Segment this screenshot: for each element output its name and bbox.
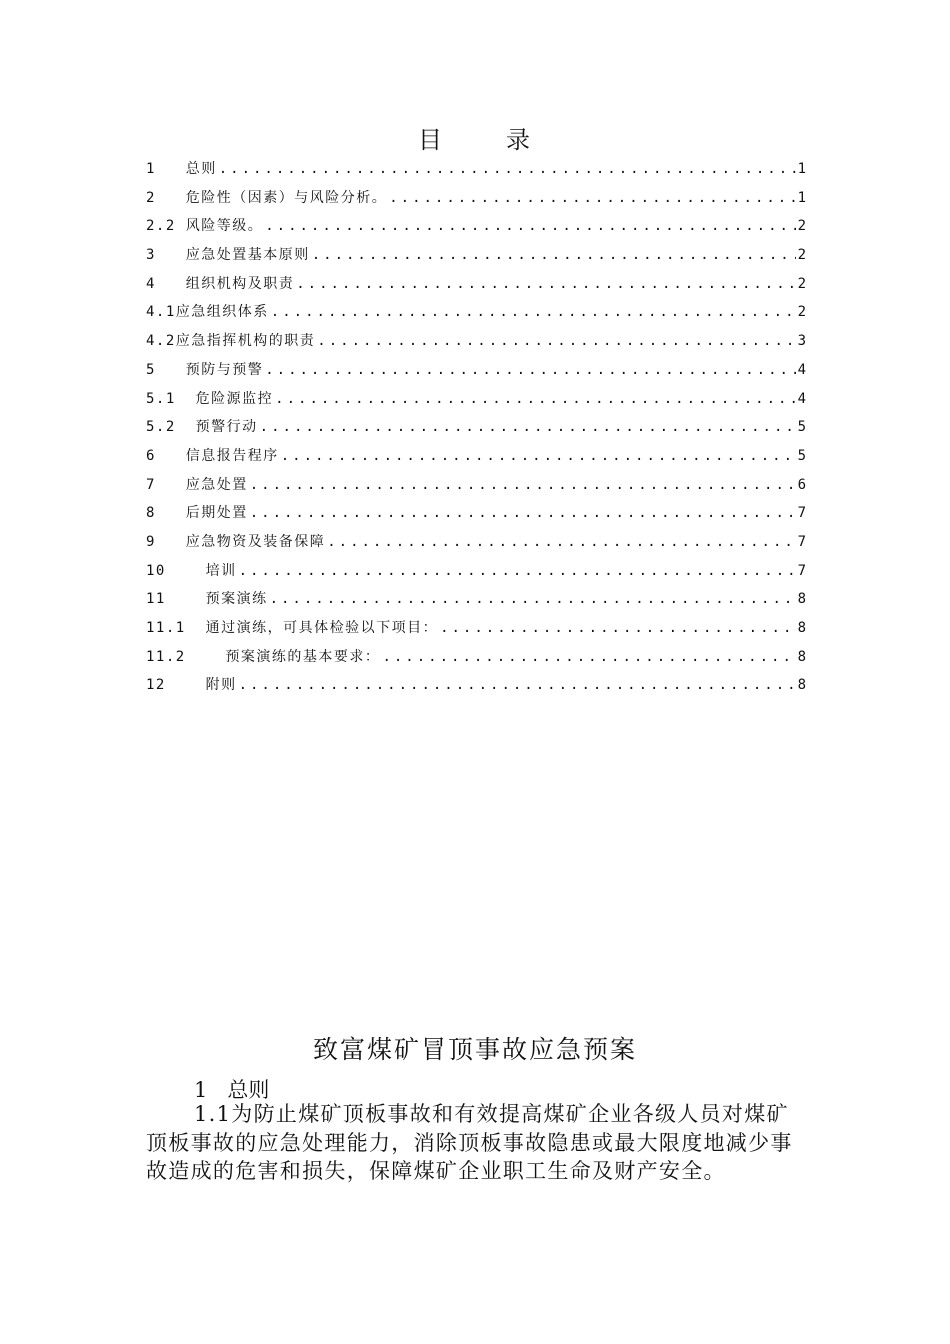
toc-entry[interactable] [146,359,806,388]
toc-entry-page: 8 [797,620,806,636]
toc-entry[interactable] [146,416,806,445]
toc-leader-dots [317,333,795,349]
toc-entry-title: 危险源监控 [195,390,274,407]
document-title: 致富煤矿冒顶事故应急预案 [312,1035,637,1064]
toc-leader-dots [265,362,795,378]
toc-entry[interactable] [146,244,806,273]
toc-entry[interactable] [146,215,806,244]
toc-entry-title: 危险性（因素）与风险分析。 [185,189,388,206]
toc-entry-page: 7 [797,533,806,550]
toc-entry-number: 4.2 [146,333,176,350]
toc-entry-number: 4.1 [146,304,176,321]
toc-entry-number: 5.1 [146,390,196,407]
toc-entry-page: 7 [797,562,806,579]
toc-entry-number: 2.2 [146,218,186,235]
toc-entry-number: 5 [146,361,186,378]
toc-entry[interactable] [146,474,806,503]
toc-leader-dots [250,477,796,493]
toc-entry-title: 应急指挥机构的职责 [175,333,316,350]
toc-entry-number: 10 [146,562,206,579]
toc-entry-title: 预防与预警 [185,361,264,378]
toc-entry-number: 7 [146,476,186,493]
toc-entry-number: 4 [146,275,186,292]
toc-leader-dots [260,419,796,435]
toc-entry-page: 7 [797,505,806,522]
toc-leader-dots [281,448,796,464]
toc-entry-page: 2 [797,247,806,264]
toc-entry[interactable] [146,560,806,589]
toc-entry[interactable] [146,445,806,474]
toc-entry-page: 8 [797,648,806,665]
toc-entry[interactable] [146,158,806,187]
toc-leader-dots [271,304,796,320]
toc-entry-title: 预警行动 [195,419,258,436]
toc-leader-dots [219,161,796,177]
toc-entry-page: 1 [797,161,806,177]
toc-leader-dots [265,218,795,234]
toc-entry-title: 应急物资及装备保障 [185,533,326,550]
toc-entry-page: 2 [797,304,806,321]
toc-entry-number: 1 [146,161,186,177]
toc-entry-title: 后期处置 [185,505,248,522]
toc-entry-title: 预案演练的基本要求： [225,648,381,665]
toc-entry-title: 应急组织体系 [175,304,269,321]
toc-title [0,120,950,155]
toc-entry-title: 附则 [205,677,237,694]
toc-entry[interactable] [146,330,806,359]
toc-entry-page: 4 [797,390,806,407]
toc-title-right: 录 [506,126,532,154]
toc-leader-dots [239,563,796,579]
table-of-contents [146,158,806,703]
toc-entry-page: 5 [797,447,806,464]
toc-leader-dots [312,247,796,263]
toc-entry-page: 8 [797,677,806,694]
toc-entry[interactable] [146,674,806,703]
toc-entry-title: 风险等级。 [185,218,264,235]
toc-entry-title: 应急处置 [185,476,248,493]
toc-entry[interactable] [146,502,806,531]
toc-leader-dots [239,677,796,693]
toc-entry-page: 3 [797,333,806,350]
toc-entry-title: 总则 [185,161,217,177]
toc-entry[interactable] [146,273,806,302]
toc-entry-title: 通过演练，可具体检验以下项目： [205,620,439,636]
toc-entry-title: 预案演练 [205,591,268,608]
toc-leader-dots [327,534,795,550]
toc-entry-title: 信息报告程序 [185,447,279,464]
toc-entry-title: 应急处置基本原则 [185,247,310,264]
toc-entry[interactable] [146,388,806,417]
section-heading: 1 总则 [194,1078,270,1102]
toc-entry-number: 5.2 [146,419,196,436]
toc-leader-dots [275,391,795,407]
toc-leader-dots [389,190,795,206]
toc-leader-dots [296,276,795,292]
toc-entry[interactable] [146,187,806,216]
toc-entry-number: 12 [146,677,206,694]
toc-leader-dots [382,649,795,665]
toc-entry-number: 3 [146,247,186,264]
toc-entry-title: 组织机构及职责 [185,275,295,292]
toc-entry-page: 2 [797,218,806,235]
toc-entry-page: 2 [797,275,806,292]
toc-entry-number: 11.1 [146,620,206,636]
toc-entry[interactable] [146,617,806,646]
toc-entry[interactable] [146,588,806,617]
toc-entry-page: 1 [797,189,806,206]
toc-entry[interactable] [146,531,806,560]
toc-entry[interactable] [146,646,806,675]
toc-entry-number: 2 [146,189,186,206]
toc-entry-number: 11 [146,591,206,608]
toc-entry-page: 4 [797,361,806,378]
toc-leader-dots [270,591,796,607]
toc-entry-number: 6 [146,447,186,464]
toc-leader-dots [440,620,795,636]
toc-leader-dots [250,505,796,521]
toc-entry-number: 11.2 [146,648,226,665]
toc-entry-page: 5 [797,419,806,436]
toc-title-left: 目 [418,126,444,154]
toc-entry[interactable] [146,301,806,330]
toc-entry-number: 8 [146,505,186,522]
toc-entry-title: 培训 [205,562,237,579]
toc-entry-page: 6 [797,476,806,493]
toc-entry-page: 8 [797,591,806,608]
body-paragraph: 1.1为防止煤矿顶板事故和有效提高煤矿企业各级人员对煤矿顶板事故的应急处理能力，消除顶板事故隐患或最大限度地减少事故造成的危害和损失，保障煤矿企业职工生命及财产安全。 [146,1102,793,1183]
toc-entry-number: 9 [146,533,186,550]
